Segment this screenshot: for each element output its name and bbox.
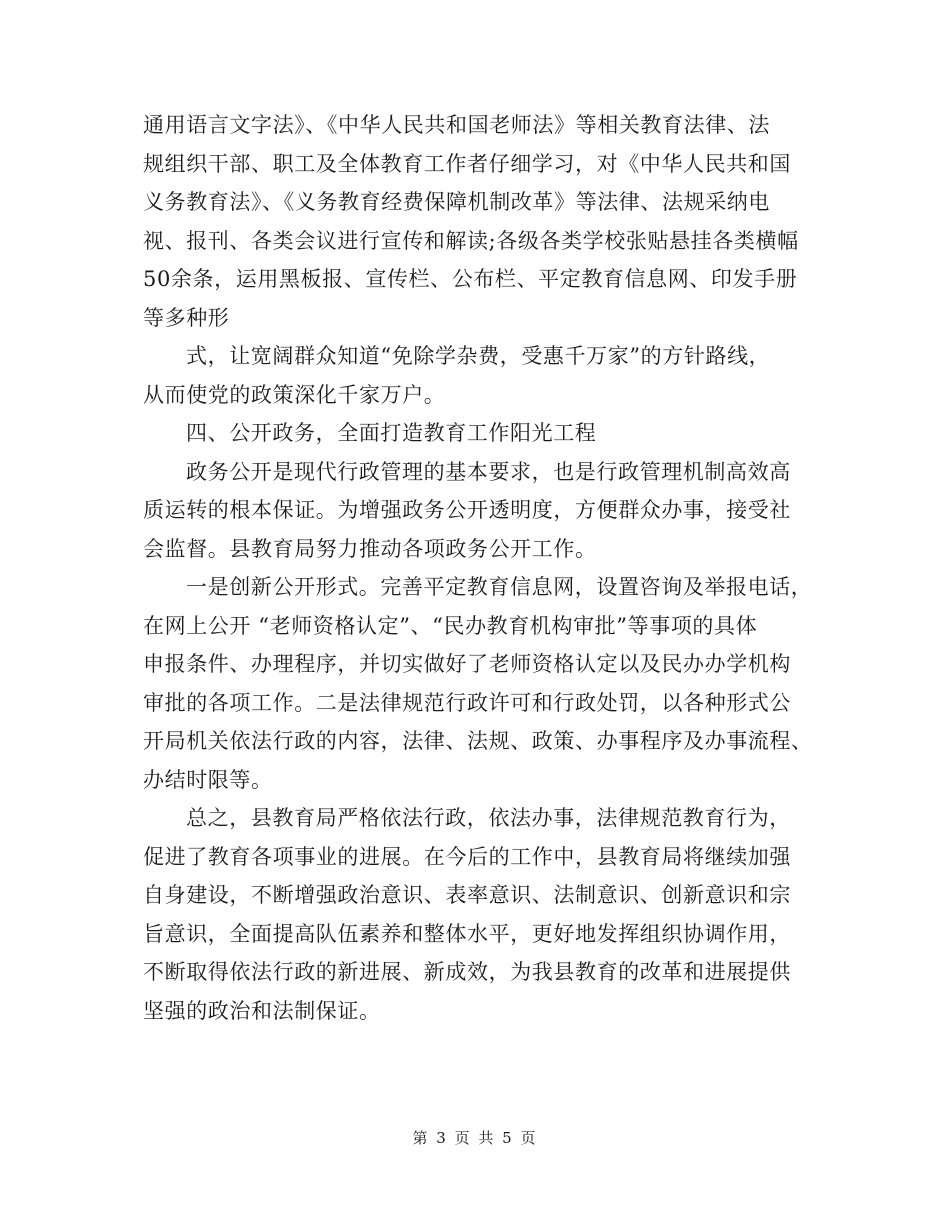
text-line: 自身建设，不断增强政治意识、表率意识、法制意识、创新意识和宗 <box>143 883 791 907</box>
paragraph <box>143 803 805 1027</box>
text-line: 式，让宽阔群众知道“免除学杂费，受惠千万家”的方针路线， <box>186 344 771 368</box>
section-heading <box>143 418 805 449</box>
paragraph <box>143 110 805 334</box>
text-line: 开局机关依法行政的内容，法律、法规、政策、办事程序及办事流程、 <box>143 729 813 753</box>
text-line: 四、公开政务，全面打造教育工作阳光工程 <box>186 421 597 445</box>
text-line: 通用语言文字法》、《中华人民共和国老师法》等相关教育法律、法 <box>143 113 770 137</box>
paragraph <box>143 341 805 411</box>
text-line: 总之，县教育局严格依法行政，依法办事，法律规范教育行为， <box>186 806 791 830</box>
text-line: 申报条件、办理程序，并切实做好了老师资格认定以及民办办学机构 <box>143 652 791 676</box>
text-line: 办结时限等。 <box>143 767 273 792</box>
text-line: 从而使党的政策深化千家万户。 <box>143 382 446 407</box>
text-line: 不断取得依法行政的新进展、新成效，为我县教育的改革和进展提供 <box>143 960 791 984</box>
text-line: 规组织干部、职工及全体教育工作者仔细学习，对《中华人民共和国 <box>143 151 791 176</box>
text-line: 旨意识，全面提高队伍素养和整体水平，更好地发挥组织协调作用， <box>143 921 791 946</box>
text-line: 审批的各项工作。二是法律规范行政许可和行政处罚，以各种形式公 <box>143 690 791 715</box>
text-line: 在网上公开 “老师资格认定”、“民办教育机构审批”等事项的具体 <box>143 613 758 638</box>
text-line: 政务公开是现代行政管理的基本要求，也是行政管理机制高效高 <box>186 459 791 484</box>
text-line: 会监督。县教育局努力推动各项政务公开工作。 <box>143 536 597 561</box>
paragraph <box>143 572 813 796</box>
text-line: 促进了教育各项事业的进展。在今后的工作中，县教育局将继续加强 <box>143 844 791 869</box>
paragraph <box>143 457 805 565</box>
text-line: 等多种形 <box>143 305 230 330</box>
document-body <box>143 110 813 1034</box>
text-line: 一是创新公开形式。完善平定教育信息网，设置咨询及举报电话， <box>186 575 813 599</box>
text-line: 义务教育法》、《义务教育经费保障机制改革》等法律、法规采纳电 <box>143 190 770 214</box>
text-line: 坚强的政治和法制保证。 <box>143 998 381 1023</box>
text-line: 50余条，运用黑板报、宣传栏、公布栏、平定教育信息网、印发手册 <box>143 267 798 291</box>
page-number-footer: 第 3 页 共 5 页 <box>412 1129 538 1147</box>
text-line: 视、报刊、各类会议进行宣传和解读;各级各类学校张贴悬挂各类横幅 <box>143 228 799 253</box>
text-line: 质运转的根本保证。为增强政务公开透明度，方便群众办事，接受社 <box>143 498 791 522</box>
